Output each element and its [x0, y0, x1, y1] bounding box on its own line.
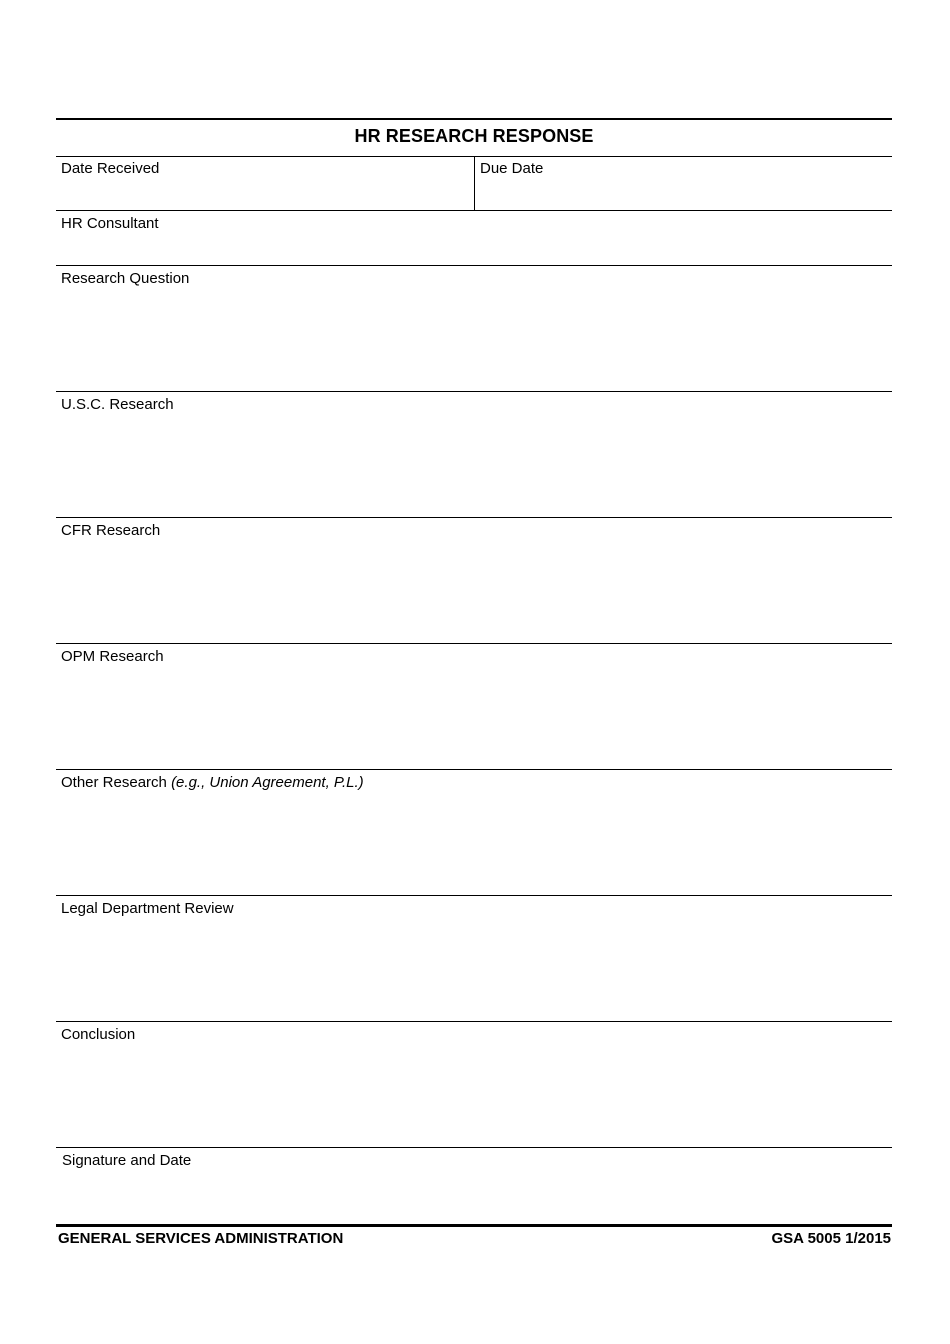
conclusion-field[interactable] [56, 1022, 892, 1148]
footer-form-number: GSA 5005 1/2015 [771, 1230, 891, 1247]
hr-consultant-label: HR Consultant [61, 215, 159, 232]
other-research-hint: (e.g., Union Agreement, P.L.) [171, 774, 364, 791]
footer-agency: GENERAL SERVICES ADMINISTRATION [58, 1230, 344, 1247]
legal-review-label: Legal Department Review [61, 900, 234, 917]
research-question-label: Research Question [61, 270, 190, 287]
due-date-label: Due Date [480, 160, 544, 177]
other-research-label: Other Research [61, 774, 167, 791]
cfr-research-field[interactable] [56, 518, 892, 644]
date-row [56, 156, 892, 211]
opm-research-label: OPM Research [61, 648, 164, 665]
usc-research-field[interactable] [56, 392, 892, 518]
conclusion-label: Conclusion [61, 1026, 136, 1043]
signature-date-label: Signature and Date [62, 1152, 192, 1169]
other-research-field[interactable] [56, 770, 892, 896]
opm-research-field[interactable] [56, 644, 892, 770]
date-received-label: Date Received [61, 160, 160, 177]
other-research-label-group [61, 774, 364, 791]
usc-research-label: U.S.C. Research [61, 396, 174, 413]
footer-rule [56, 1224, 892, 1227]
form-top-rule [56, 118, 892, 120]
legal-review-field[interactable] [56, 896, 892, 1022]
due-date-field[interactable] [475, 156, 892, 210]
signature-date-field[interactable] [56, 1148, 892, 1224]
hr-consultant-field[interactable] [56, 211, 892, 266]
date-received-field[interactable] [56, 156, 474, 210]
research-question-field[interactable] [56, 266, 892, 392]
cfr-research-label: CFR Research [61, 522, 161, 539]
form-title: HR RESEARCH RESPONSE [354, 126, 594, 146]
